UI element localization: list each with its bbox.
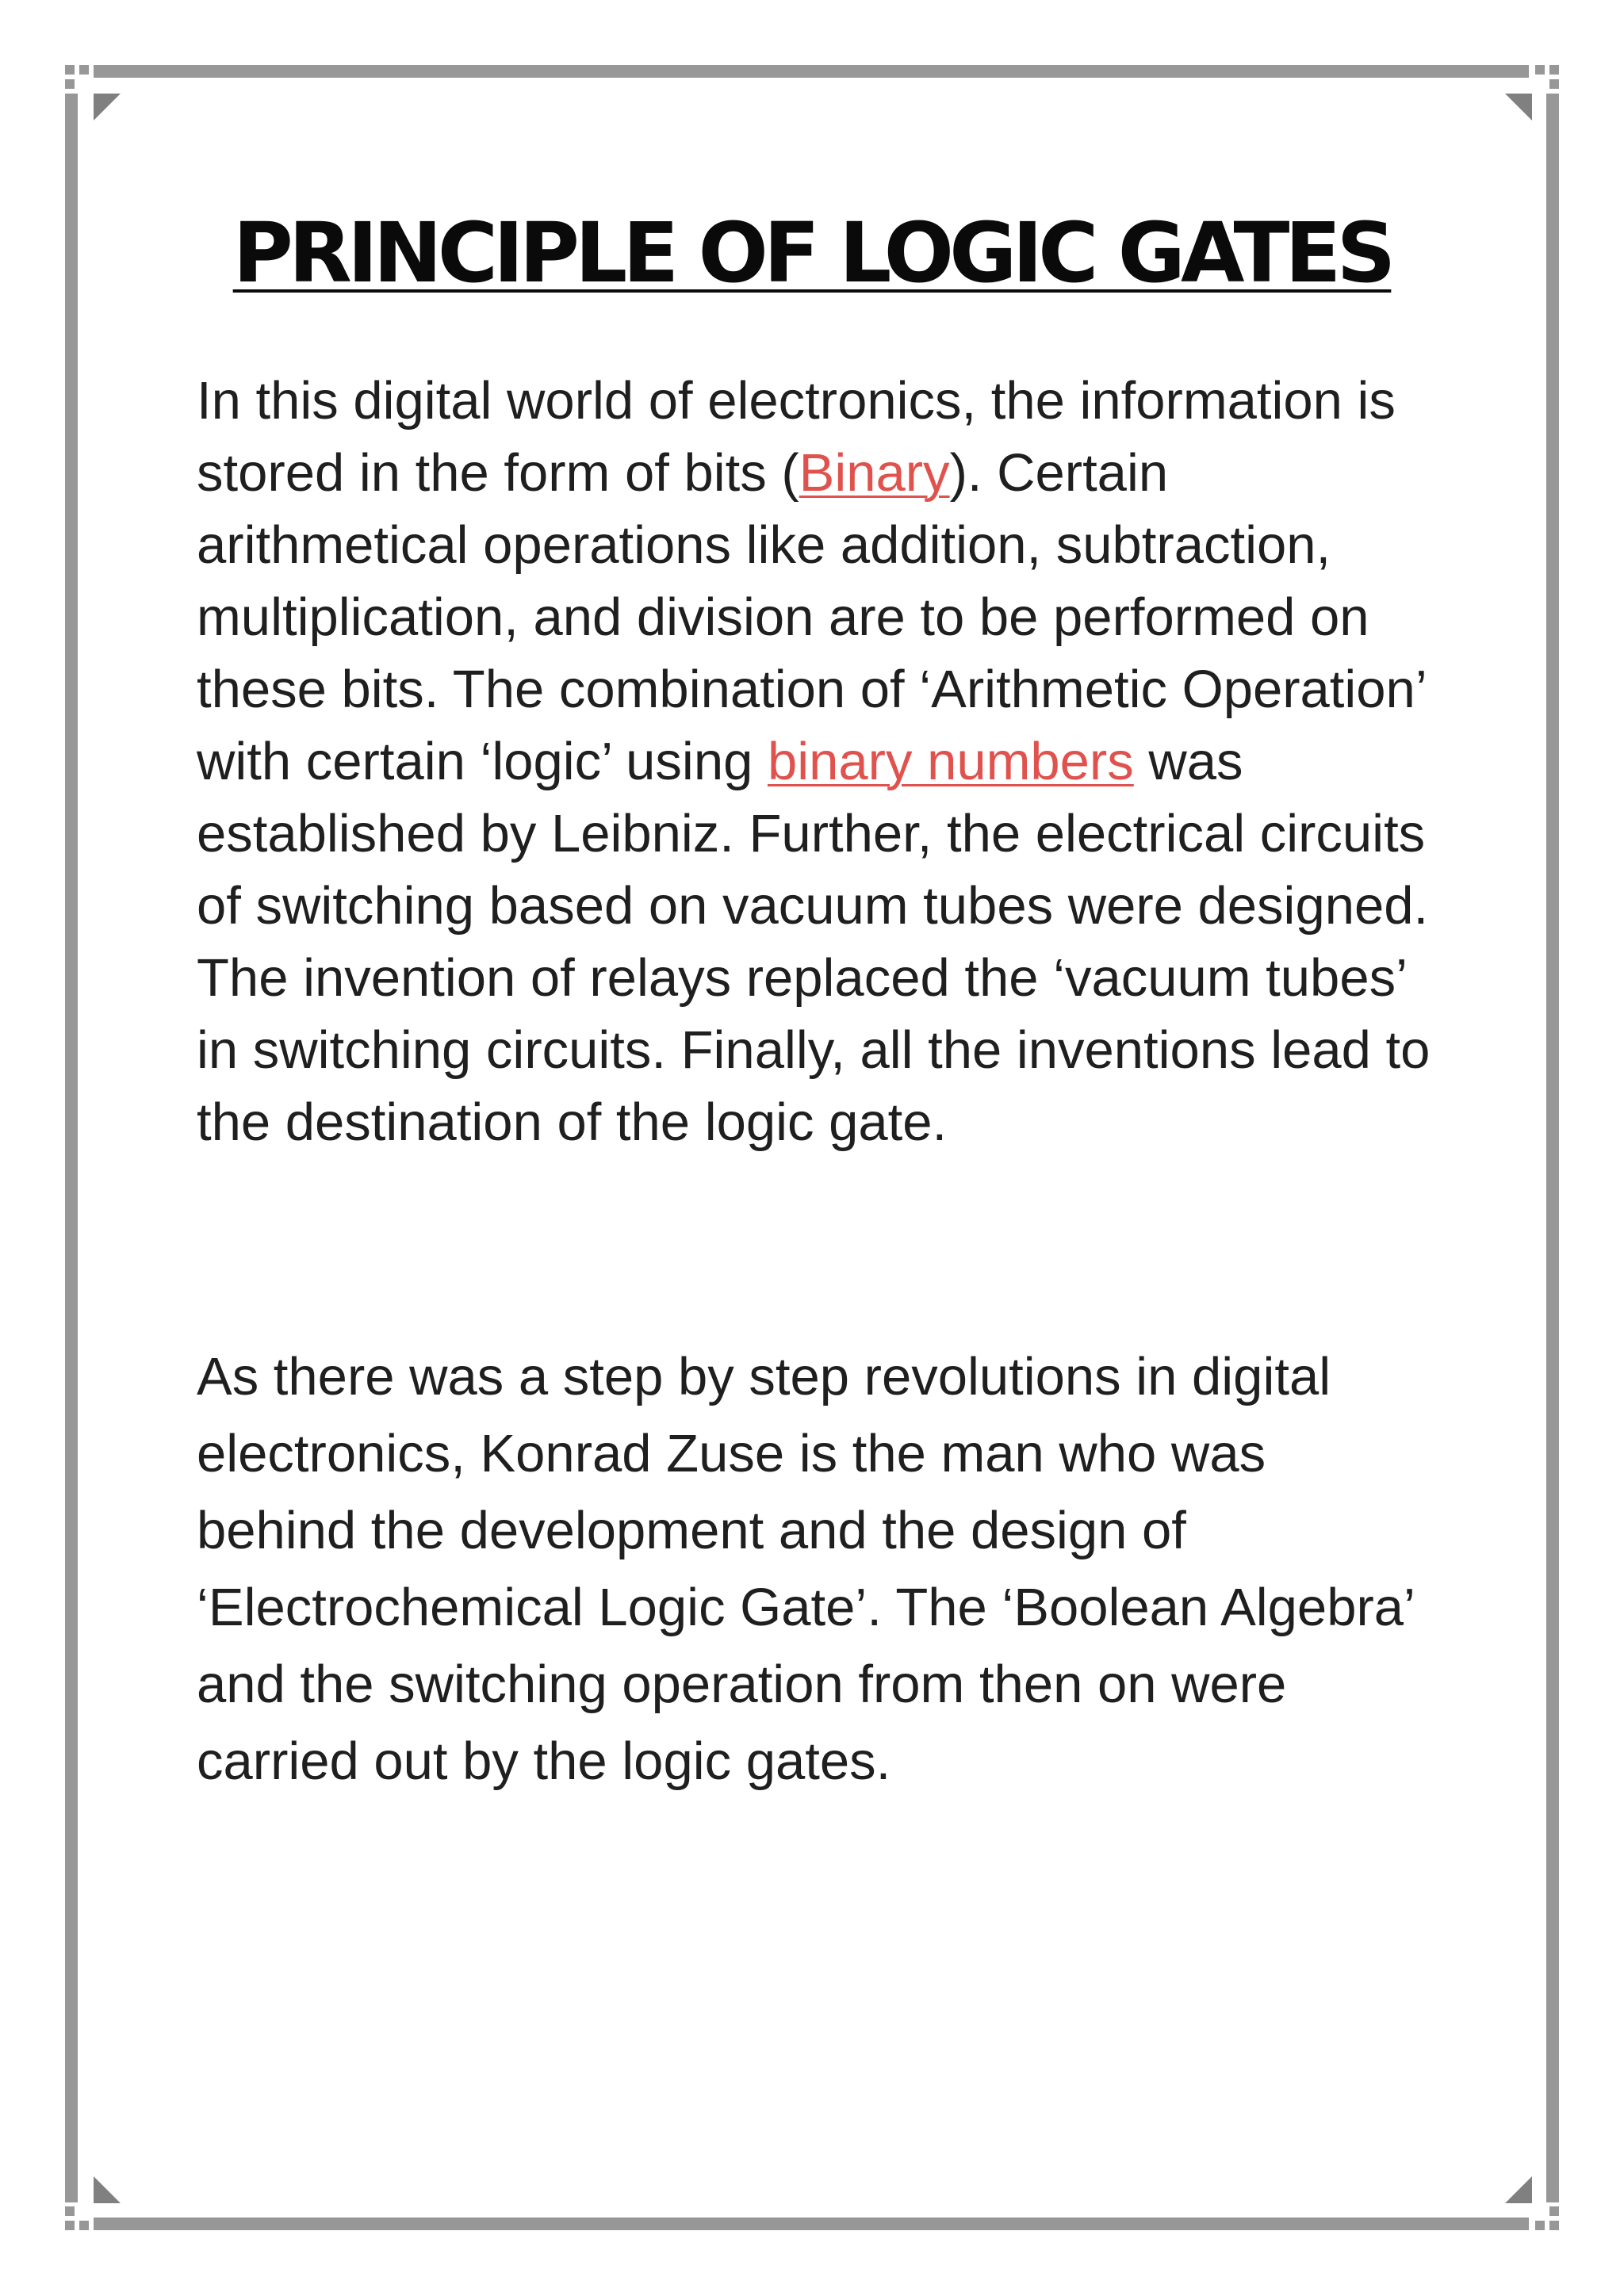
frame-corner-dot: [1535, 65, 1545, 75]
paragraph-1-text-2: ). Certain arithmetical operations like addition, subtraction, multiplication, and division are to be performed on these bits. The combination of ‘Arithmetic Operation’ with certain ‘logic’ using: [197, 443, 1426, 791]
frame-corner-triangle-bottom-left: [94, 2176, 121, 2203]
frame-border-left: [65, 94, 78, 2202]
frame-corner-dot: [65, 2206, 75, 2216]
frame-corner-dot: [65, 2221, 75, 2230]
frame-corner-triangle-top-left: [94, 94, 121, 121]
frame-corner-dot: [1535, 2221, 1545, 2230]
body-paragraph-1: [197, 365, 1434, 1158]
frame-corner-dot: [1549, 65, 1559, 75]
frame-corner-dot: [1549, 79, 1559, 89]
frame-corner-dot: [65, 65, 75, 75]
frame-corner-dot: [1549, 2221, 1559, 2230]
paragraph-1-text-1: In this digital world of electronics, the information is stored in the form of bits (: [197, 371, 1396, 503]
frame-corner-dot: [79, 2221, 89, 2230]
binary-link[interactable]: Binary: [799, 443, 950, 503]
frame-corner-triangle-bottom-right: [1505, 2176, 1532, 2203]
paragraph-1-text-3: was established by Leibniz. Further, the electrical circuits of switching based on vacuum tubes were designed. The invention of relays replaced the ‘vacuum tubes’ in switching circuits. Finally, all the inventions lead to the destination of the logic gate.: [197, 732, 1431, 1152]
body-paragraph-2: As there was a step by step revolutions in digital electronics, Konrad Zuse is the man who was behind the development and the design of ‘Electrochemical Logic Gate’. The ‘Boolean Algebra’ and the switching operation from then on were carried out by the logic gates.: [197, 1347, 1414, 1791]
frame-border-top: [94, 65, 1529, 78]
binary-numbers-link[interactable]: binary numbers: [767, 732, 1134, 791]
frame-corner-dot: [79, 65, 89, 75]
frame-border-right: [1546, 94, 1559, 2202]
frame-corner-dot: [65, 79, 75, 89]
page-title: PRINCIPLE OF LOGIC GATES: [232, 205, 1392, 301]
frame-corner-triangle-top-right: [1505, 94, 1532, 121]
frame-corner-dot: [1549, 2206, 1559, 2216]
frame-border-bottom: [94, 2218, 1529, 2230]
